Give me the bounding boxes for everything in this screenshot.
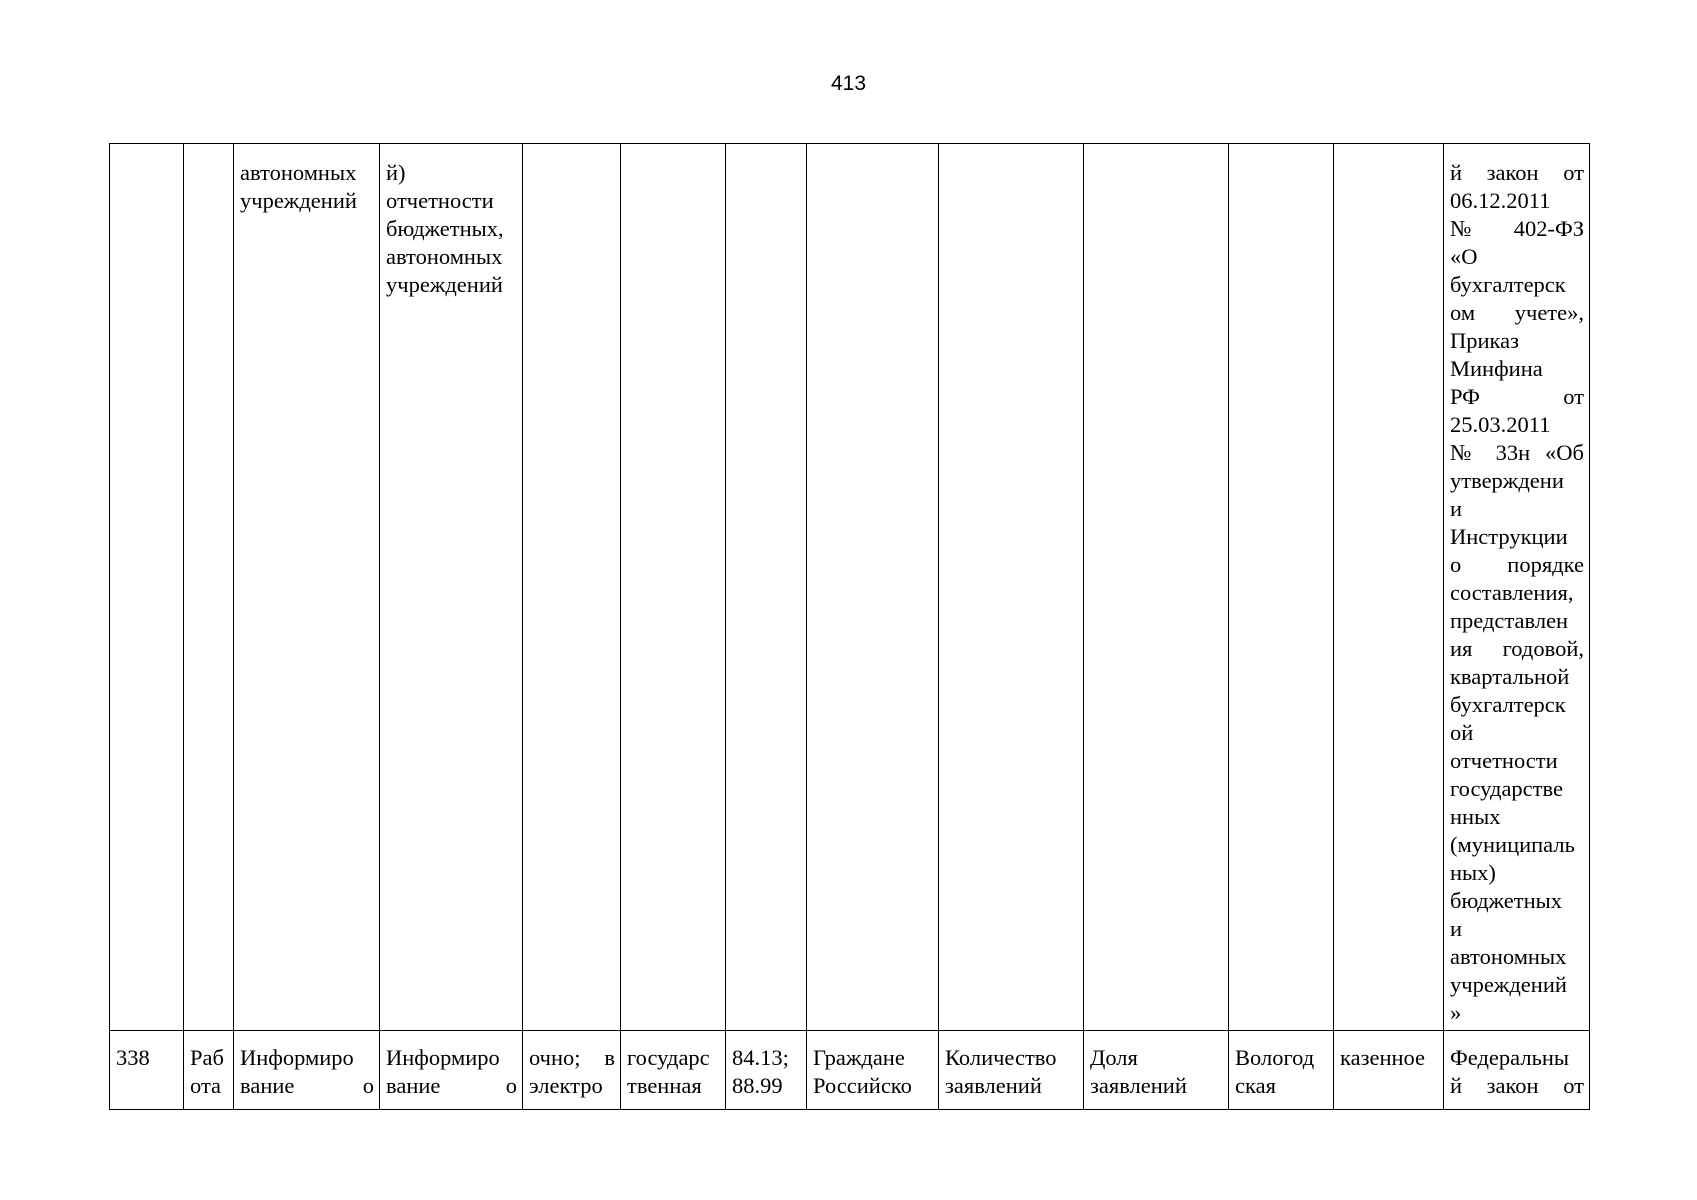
- table-cell: [523, 144, 621, 1031]
- table-cell-legal-basis: Федеральны й закон от: [1444, 1031, 1590, 1110]
- table-cell: й) отчетности бюджетных, автономных учреждений: [380, 144, 523, 1031]
- page-number: 413: [830, 72, 867, 95]
- table-cell-number: 338: [110, 1031, 184, 1110]
- table-row-continuation: [110, 144, 1590, 1031]
- table-cell: Доля заявлений: [1084, 1031, 1229, 1110]
- table-cell: [110, 144, 184, 1031]
- table-cell: [939, 144, 1084, 1031]
- table-cell: 84.13; 88.99: [726, 1031, 807, 1110]
- table-cell: очно; в электро: [523, 1031, 621, 1110]
- table-cell: казенное: [1334, 1031, 1444, 1110]
- table-cell: автономных учреждений: [234, 144, 380, 1031]
- table-cell: Информиро вание о: [234, 1031, 380, 1110]
- table-cell: [1334, 144, 1444, 1031]
- register-table: [109, 143, 1590, 1110]
- table-cell: Информиро вание о: [380, 1031, 523, 1110]
- table-cell: [1229, 144, 1334, 1031]
- table-cell: [1084, 144, 1229, 1031]
- table-cell: Граждане Российско: [807, 1031, 939, 1110]
- table-cell: [184, 144, 234, 1031]
- table-cell: Количество заявлений: [939, 1031, 1084, 1110]
- table-cell: Вологод ская: [1229, 1031, 1334, 1110]
- table-cell-legal-basis: й закон от 06.12.2011 № 402-ФЗ «О бухгалтерск ом учете», Приказ Минфина РФ от 25.03.2011 № 33н «Об утверждени и Инструкции о порядке составления, представлен ия годовой, квартальной бухгалтерск ой отчетности государстве нных (муниципаль ных) бюджетных и автономных учреждений »: [1444, 144, 1590, 1031]
- table-row-338: [110, 1031, 1590, 1110]
- table-cell: государс твенная: [621, 1031, 726, 1110]
- table-cell: [726, 144, 807, 1031]
- table-cell: Раб ота: [184, 1031, 234, 1110]
- table-cell: [621, 144, 726, 1031]
- table-cell: [807, 144, 939, 1031]
